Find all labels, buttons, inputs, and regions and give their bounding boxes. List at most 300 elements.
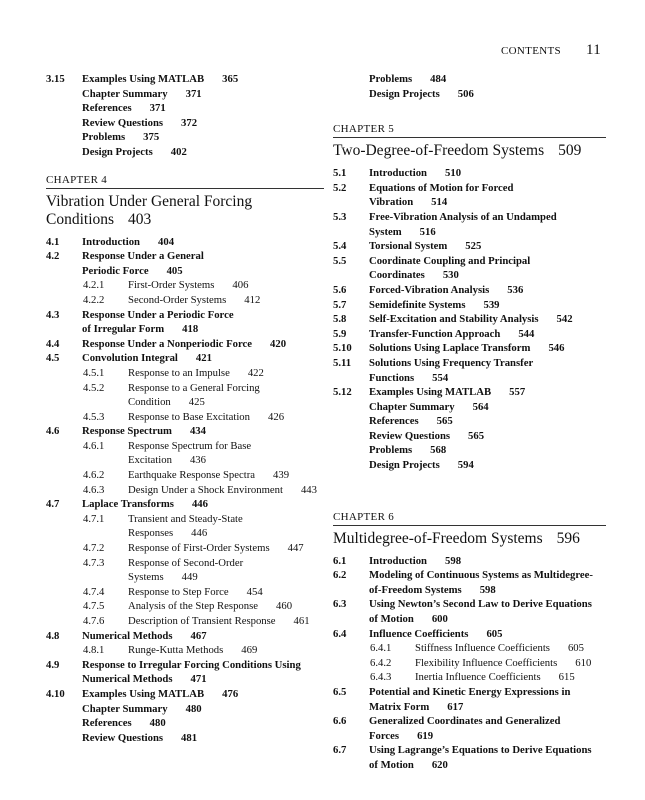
entry-title: Response to Irregular Forcing Conditions Using [82,658,301,671]
toc-subentry[interactable] [46,366,324,381]
entry-title: Influence Coefficients [369,627,469,640]
entry-text [82,145,324,160]
page-number: 530 [442,269,459,282]
section-number [46,130,82,145]
toc-entry[interactable] [46,351,324,366]
entry-title: Design Under a Shock Environment [128,483,283,496]
section-number: 4.8.1 [83,644,105,657]
chapter-4-title-line2: Conditions [46,210,115,228]
entry-text [369,400,606,415]
section-number: 5.7 [333,298,347,311]
chapter-5-heading [333,123,606,160]
section-number: 4.6 [46,425,60,438]
page-number: 420 [270,337,287,350]
section-number: 5.8 [333,313,347,326]
section-number: 4.2.2 [83,293,105,306]
section-number [46,101,82,116]
entry-title: Response of Second-Order [128,556,244,569]
entry-title: References [369,415,419,428]
toc-entry[interactable] [46,337,324,352]
entry-text [415,670,606,685]
chapter-6-title[interactable] [333,530,606,548]
section-number [333,414,369,429]
toc-subentry[interactable] [46,278,324,293]
page-number: 372 [181,116,198,129]
right-pre-entries [333,72,606,101]
entry-title: Review Questions [369,429,451,442]
entry-title: Problems [369,444,413,457]
chapter-4-page: 403 [128,210,152,228]
toc-entry[interactable] [333,443,606,458]
section-number [333,87,369,102]
entry-text [369,298,606,313]
page-number: 371 [149,102,166,115]
section-number [333,72,369,87]
section-number: 5.1 [333,167,347,180]
entry-text [128,599,324,614]
toc-entry[interactable] [46,424,324,439]
toc-entry[interactable] [46,731,324,746]
toc-entry[interactable] [46,145,324,160]
entry-title: Chapter Summary [82,87,168,100]
toc-subentry[interactable] [46,599,324,614]
entry-text [369,429,606,444]
entry-title: Inertia Influence Coefficients [415,671,541,684]
page-number: 425 [188,396,205,409]
chapter-6-label: CHAPTER 6 [333,511,606,526]
entry-text [128,556,324,585]
entry-title-continued: of Motion [369,758,414,771]
section-number: 4.8 [46,629,60,642]
section-number: 4.5.1 [83,366,105,379]
toc-entry[interactable] [46,702,324,717]
page-number: 454 [246,585,263,598]
entry-title: Transfer-Function Approach [369,327,501,340]
section-number: 4.10 [46,687,65,700]
page-number: 402 [170,145,187,158]
toc-entry[interactable] [333,254,606,283]
entry-title: Introduction [369,167,428,180]
section-number: 4.2.1 [83,279,105,292]
entry-title: Equations of Motion for Forced [369,181,514,194]
page-number: 525 [465,240,482,253]
entry-title: Response Spectrum for Base [128,439,252,452]
entry-text [369,743,606,772]
page-number: 605 [486,627,503,640]
section-number: 6.4 [333,627,347,640]
section-number [46,116,82,131]
entry-text [369,554,606,569]
entry-title-continued: of Irregular Form [82,323,165,336]
section-number: 3.15 [46,73,65,85]
toc-entry[interactable] [333,312,606,327]
entry-title-continued: of-Freedom Systems [369,583,462,596]
entry-text [128,512,324,541]
toc-left-column [46,72,324,745]
toc-subentry[interactable] [46,643,324,658]
toc-entry[interactable] [46,249,324,278]
section-number: 5.3 [333,210,347,223]
toc-entry[interactable] [333,714,606,743]
page-number: 546 [548,342,565,355]
page-number: 610 [575,656,592,669]
toc-subentry[interactable] [46,439,324,468]
page-number: 619 [417,729,434,742]
chapter-5-page: 509 [558,142,582,160]
entry-text [369,327,606,342]
entry-title: Flexibility Influence Coefficients [415,656,558,669]
entry-title: Response to an Impulse [128,366,230,379]
entry-title: Description of Transient Response [128,615,276,627]
entry-title: Numerical Methods [82,629,173,642]
entry-title: Torsional System [369,240,448,253]
section-number [46,145,82,160]
toc-entry[interactable] [46,87,324,102]
entry-title: Using Newton’s Second Law to Derive Equations [369,598,592,611]
section-number: 4.5 [46,352,60,365]
toc-entry[interactable] [333,685,606,714]
page-number: 600 [431,613,448,626]
chapter-5-label: CHAPTER 5 [333,123,606,138]
toc-entry[interactable] [333,743,606,772]
page-number: 446 [191,498,208,511]
toc-entry[interactable] [333,356,606,385]
section-number: 5.6 [333,283,347,296]
entry-title: Response Under a Periodic Force [82,308,234,321]
entry-text [369,685,606,714]
entry-title: First-Order Systems [128,279,215,292]
entry-text [128,381,324,410]
page-number: 476 [222,687,239,700]
section-number: 4.9 [46,658,60,671]
entry-text [128,366,324,381]
entry-title-continued: System [369,225,402,238]
page-number: 516 [419,225,436,238]
page-number: 449 [181,571,198,584]
toc-entry[interactable] [46,658,324,687]
entry-text [369,210,606,239]
entry-title-continued: Coordinates [369,269,425,282]
entry-text [82,497,324,512]
toc-entry[interactable] [333,554,606,569]
toc-entry[interactable] [333,597,606,626]
entry-title-continued: Responses [128,527,174,540]
toc-subentry[interactable] [46,541,324,556]
section-number: 4.6.3 [83,483,105,496]
page-number: 371 [185,87,202,100]
entry-title: Introduction [82,235,141,248]
page-number: 365 [222,73,239,85]
entry-text [369,312,606,327]
entry-title: Earthquake Response Spectra [128,469,256,482]
entry-title-continued: Forces [369,729,400,742]
toc-entry[interactable] [46,116,324,131]
entry-text [128,614,324,629]
entry-text [369,283,606,298]
entry-text [369,87,606,102]
section-number: 6.4.3 [370,671,392,684]
entry-text [128,643,324,658]
toc-entry[interactable] [333,283,606,298]
page-number: 598 [479,583,496,596]
page-number: 412 [244,293,261,306]
section-number: 4.2 [46,250,60,263]
chapter-4-label: CHAPTER 4 [46,174,324,189]
page-number: 480 [185,702,202,715]
page-number: 375 [143,131,160,144]
toc-subentry[interactable] [46,381,324,410]
section-number: 4.7.1 [83,512,105,525]
toc-subentry[interactable] [46,410,324,425]
section-number: 5.4 [333,240,347,253]
entry-title: Chapter Summary [82,702,168,715]
chapter-5-title-text: Two-Degree-of-Freedom Systems [333,142,545,160]
section-number: 5.2 [333,181,347,194]
section-number: 6.7 [333,744,347,757]
entry-title: Examples Using MATLAB [369,386,492,399]
entry-text [82,629,324,644]
entry-title: Problems [369,73,413,85]
section-number: 5.5 [333,254,347,267]
entry-text [369,568,606,597]
entry-text [128,468,324,483]
toc-subentry[interactable] [46,468,324,483]
page-number: 598 [445,554,462,567]
section-number: 6.3 [333,598,347,611]
page-number: 554 [432,371,449,384]
toc-entry[interactable] [333,568,606,597]
entry-title: Using Lagrange’s Equations to Derive Equations [369,744,592,757]
section-number: 4.6.1 [83,439,105,452]
entry-text [82,235,324,250]
toc-subentry[interactable] [46,512,324,541]
section-number: 5.9 [333,327,347,340]
page-number: 426 [268,410,285,423]
entry-title-continued: Periodic Force [82,264,149,277]
entry-title: Coordinate Coupling and Principal [369,254,531,267]
entry-text [82,116,324,131]
page-number: 460 [276,600,293,613]
entry-title: Response to Step Force [128,585,229,598]
entry-text [369,597,606,626]
entry-title: Semidefinite Systems [369,298,466,311]
toc-entry[interactable] [333,298,606,313]
entry-text [369,356,606,385]
chapter-6-page: 596 [556,529,580,547]
entry-text [82,731,324,746]
running-header [501,42,601,59]
section-number: 4.4 [46,337,60,350]
chapter-5-entries [333,166,606,472]
toc-subentry[interactable] [333,670,606,685]
entry-title: Response Under a Nonperiodic Force [82,337,253,350]
section-number: 6.1 [333,554,347,567]
toc-subentry[interactable] [46,614,324,629]
toc-entry[interactable] [333,181,606,210]
entry-title: Response of First-Order Systems [128,542,270,555]
toc-entry[interactable] [46,130,324,145]
entry-title: Review Questions [82,731,164,744]
page-number: 605 [567,642,584,655]
page-number: 439 [273,469,290,482]
toc-entry[interactable] [333,385,606,400]
section-number [333,458,369,473]
entry-title-continued: Numerical Methods [82,673,173,686]
entry-text [369,458,606,473]
entry-title: Design Projects [82,145,153,158]
toc-subentry[interactable] [333,641,606,656]
toc-subentry[interactable] [46,556,324,585]
section-number: 4.5.2 [83,381,105,394]
toc-entry[interactable] [333,210,606,239]
entry-text [369,181,606,210]
toc-entry[interactable] [46,716,324,731]
entry-text [82,130,324,145]
entry-text [415,641,606,656]
section-number: 5.12 [333,386,352,399]
section-number: 5.10 [333,342,352,355]
entry-title-continued: Systems [128,571,164,584]
section-number: 4.7.2 [83,542,105,555]
toc-right-column [333,72,606,773]
entry-title: Chapter Summary [369,400,455,413]
entry-title: Response Under a General [82,250,204,263]
page-number: 480 [149,717,166,730]
section-number: 4.5.3 [83,410,105,423]
entry-text [369,254,606,283]
page-number: 421 [195,352,212,365]
entry-text [128,541,324,556]
page-number: 471 [190,673,207,686]
entry-text [128,278,324,293]
page-number: 422 [247,366,264,379]
page-number: 557 [509,386,526,399]
page-number: 443 [300,483,317,496]
toc-entry[interactable] [333,166,606,181]
page-number: 406 [232,279,249,292]
entry-title: Forced-Vibration Analysis [369,283,490,296]
page-number: 436 [189,454,206,467]
page-number: 418 [182,323,199,336]
entry-title: Solutions Using Laplace Transform [369,342,531,355]
entry-text [82,716,324,731]
entry-title-continued: Excitation [128,454,172,467]
entry-title: Potential and Kinetic Energy Expressions in [369,686,571,698]
page-number: 469 [241,644,258,657]
entry-title: Response to Base Excitation [128,410,250,423]
toc-entry[interactable] [333,400,606,415]
toc-entry[interactable] [333,414,606,429]
entry-title: References [82,102,132,115]
page-number: 434 [189,425,206,438]
chapter-6-title-text: Multidegree-of-Freedom Systems [333,529,543,547]
section-number [333,400,369,415]
toc-entry[interactable] [46,235,324,250]
toc-entry[interactable] [333,72,606,87]
page-number: 446 [191,527,208,540]
entry-text [82,72,324,87]
entry-text [415,656,606,671]
toc-entry[interactable] [46,629,324,644]
entry-title: Response to a General Forcing [128,381,260,394]
entry-text [369,239,606,254]
chapter-6-entries [333,554,606,773]
chapter-4-heading [46,174,324,229]
entry-title: Review Questions [82,116,164,129]
entry-title-continued: Vibration [369,196,414,209]
entry-title: Examples Using MATLAB [82,687,205,700]
page-number: 565 [468,429,485,442]
section-number [46,731,82,746]
toc-entry[interactable] [46,72,324,87]
chapter-4-entries [46,235,324,746]
section-number: 4.6.2 [83,469,105,482]
section-number [333,429,369,444]
toc-entry[interactable] [46,101,324,116]
toc-entry[interactable] [333,429,606,444]
page-number: 544 [518,327,535,340]
entry-title: Free-Vibration Analysis of an Undamped [369,210,557,223]
toc-subentry[interactable] [46,293,324,308]
entry-text [82,658,324,687]
entry-title-continued: Condition [128,396,171,409]
toc-entry[interactable] [333,239,606,254]
section-number: 4.7.5 [83,600,105,613]
chapter-5-title[interactable] [333,142,606,160]
section-number: 4.1 [46,235,60,248]
page-number: 510 [445,167,462,180]
toc-entry[interactable] [46,308,324,337]
entry-title: Runge-Kutta Methods [128,644,224,657]
chapter-6-heading [333,511,606,548]
section-number: 5.11 [333,356,352,369]
section-number [46,87,82,102]
page-number: 461 [293,615,310,627]
toc-entry[interactable] [46,687,324,702]
entry-text [369,627,606,642]
toc-subentry[interactable] [46,483,324,498]
section-number: 4.3 [46,308,60,321]
left-pre-entries [46,72,324,160]
toc-subentry[interactable] [46,585,324,600]
entry-text [369,443,606,458]
toc-entry[interactable] [46,497,324,512]
toc-entry[interactable] [333,327,606,342]
page-number: 594 [457,459,474,472]
entry-title: Stiffness Influence Coefficients [415,642,550,655]
toc-entry[interactable] [333,458,606,473]
chapter-4-title[interactable] [46,193,324,229]
section-number [46,716,82,731]
page-number: 539 [483,298,500,311]
entry-text [82,702,324,717]
entry-text [82,101,324,116]
toc-entry[interactable] [333,341,606,356]
entry-text [369,341,606,356]
section-number: 4.7.6 [83,615,105,627]
toc-entry[interactable] [333,627,606,642]
entry-title: Laplace Transforms [82,498,174,511]
section-number [46,702,82,717]
entry-title: Self-Excitation and Stability Analysis [369,313,539,326]
section-number: 6.5 [333,686,347,698]
section-number: 6.6 [333,715,347,728]
entry-text [128,483,324,498]
entry-text [128,439,324,468]
toc-subentry[interactable] [333,656,606,671]
entry-title: Design Projects [369,459,440,472]
toc-entry[interactable] [333,87,606,102]
